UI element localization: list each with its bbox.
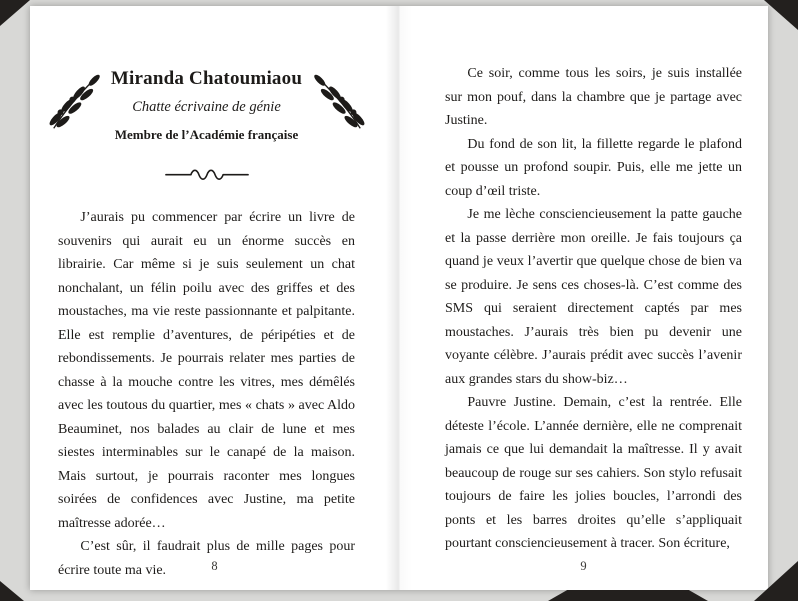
- left-page-body-text: [58, 206, 355, 582]
- squiggle-divider-icon: [58, 167, 355, 186]
- paragraph: J’aurais pu commencer par écrire un livre de souvenirs qui aurait eu un énorme succès en librairie. Car même si je suis seulement un chat nonchalant, un félin poilu avec des griffes et des moustaches, ma vie reste passionnante et palpitante. Elle est remplie d’aventures, de péripéties et de rebondissements. Je pourrais relater mes parties de chasse à la mouche contre les vitres, mes démêlés avec les toutous du quartier, mes « chats » avec Aldo Beauminet, nos balades au clair de lune et mes siestes interminables sur le canapé de la maison. Mais surtout, je pourrais raconter mes longues soirées de confidences avec Justine, ma petite maîtresse adorée…: [58, 210, 355, 531]
- right-page: [399, 6, 768, 590]
- olive-branch-left-icon: [47, 70, 101, 141]
- page-number-left: 8: [211, 559, 218, 573]
- photo-backdrop-corner-top-right: [764, 0, 798, 30]
- book-spread: [30, 6, 768, 590]
- page-number-right: 9: [580, 559, 587, 573]
- photo-backdrop-bottom-gap: [548, 590, 708, 601]
- paragraph: Je me lèche consciencieusement la patte gauche et la passe derrière mon oreille. Je fais toujours ça quand je veux l’avertir que quelque chose de bien va se produire. Je sens ces choses-là. C’est comme des SMS qui seraient directement captés par mes moustaches. J’aurais très bien pu devenir une voyante célèbre. J’aurais prédit avec succès l’avenir aux grandes stars du show-biz…: [445, 207, 742, 387]
- paragraph: Ce soir, comme tous les soirs, je suis installée sur mon pouf, dans la chambre que je partage avec Justine.: [445, 66, 742, 128]
- photo-backdrop-corner-top-left: [0, 0, 30, 26]
- photo-backdrop-corner-bottom-left: [0, 581, 24, 601]
- header-text-block: [107, 68, 307, 143]
- right-page-body-text: [445, 62, 742, 556]
- author-subtitle: Chatte écrivaine de génie: [132, 99, 281, 115]
- olive-branch-right-icon: [313, 70, 367, 141]
- paragraph: C’est sûr, il faudrait plus de mille pages pour écrire toute ma vie.: [58, 539, 355, 578]
- paragraph: Pauvre Justine. Demain, c’est la rentrée. Elle déteste l’école. L’année dernière, elle ne comprenait jamais ce que lui demandait la maîtresse. Il y avait beaucoup de rouge sur ses cahiers. Son stylo refusait toujours de faire les jolies boucles, l’arrondi des ponts et les barres droites qu’elle s’appliquait pourtant consciencieusement à tracer. Son écriture,: [445, 395, 742, 551]
- author-affiliation: Membre de l’Académie française: [114, 127, 299, 142]
- paragraph: Du fond de son lit, la fillette regarde le plafond et pousse un profond soupir. Puis, elle me jette un coup d’œil triste.: [445, 136, 742, 199]
- left-page: [30, 6, 399, 590]
- author-title: Miranda Chatoumiaou: [110, 68, 303, 89]
- chapter-header: [58, 68, 355, 143]
